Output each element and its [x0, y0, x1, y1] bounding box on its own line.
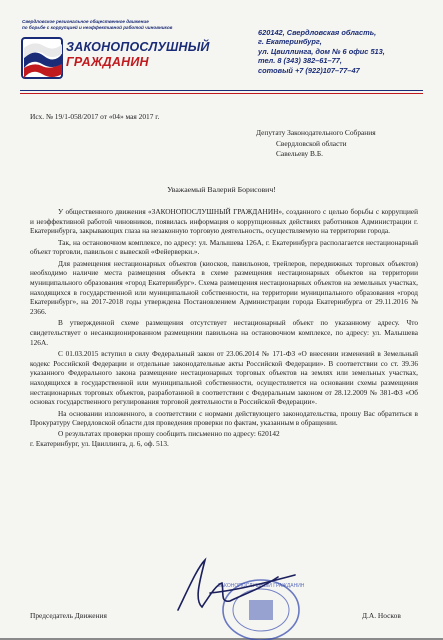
address-line: ул. Цвиллинга, дом № 6 офис 513,	[258, 46, 385, 56]
organization-description	[22, 19, 242, 31]
address-phone: тел. 8 (343) 382–61–77,	[258, 56, 342, 66]
logo-line-1: ЗАКОНОПОСЛУШНЫЙ	[66, 40, 210, 54]
header-divider-red	[20, 93, 423, 94]
signer-title: Председатель Движения	[30, 611, 107, 620]
reply-address: г. Екатеринбург, ул. Цвиллинга, д. 6, оф. 513.	[30, 439, 169, 449]
body-paragraph: В утвержденной схеме размещения отсутствует нестационарный объект по указанному адресу. Что свидетельствует о несанкционированном размещении павильона на остановочном комплексе, по адресу: ул. Малышева 126А.	[30, 318, 418, 347]
handwritten-signature	[150, 555, 300, 620]
body-paragraph: О результатах проверки прошу сообщить письменно по адресу: 620142	[58, 429, 280, 439]
logo-wordmark	[66, 40, 246, 70]
body-paragraph: У общественного движения «ЗАКОНОПОСЛУШНЫЙ ГРАЖДАНИН», созданного с целью борьбы с коррупцией и неэффективной работой чиновников, появилась информация о коррупционных действиях работников Администрации г. Екатеринбурга, закрывающих глаза на незаконную торговую деятельность, осуществляемую на территории города.	[30, 207, 418, 236]
stamp-text: ЗАКОНОПОСЛУШНЫЙ ГРАЖДАНИН	[218, 583, 304, 589]
address-line: г. Екатеринбург,	[258, 37, 322, 47]
outgoing-reference: Исх. № 19/1-058/2017 от «04» мая 2017 г.	[30, 112, 160, 121]
flag-logo-icon	[20, 36, 66, 82]
signer-name: Д.А. Носков	[362, 611, 401, 620]
addressee-line: Свердловской области	[276, 138, 347, 148]
address-line: 620142, Свердловская область,	[258, 28, 377, 37]
greeting: Уважаемый Валерий Борисович!	[167, 185, 276, 194]
logo-line-2: ГРАЖДАНИН	[66, 55, 149, 69]
letter-body	[30, 207, 418, 450]
addressee-line: Савельеву В.Б.	[276, 149, 323, 158]
addressee-block	[256, 128, 426, 160]
body-paragraph: Для размещения нестационарных объектов (киосков, павильонов, трейлеров, передвижных торговых объектов) необходимо наличие места размещения объекта в схеме размещения нестационарных объектов на территории муниципального образования «город Екатеринбург». Схема размещения нестационарных объектов на земельных участках, находящихся в государственной или муниципальной собственности, на территории муниципального образования «город Екатеринбург», на 2017-2018 годы утверждена Постановлением Администрации города Екатеринбурга от 29.11.2016 № 2366.	[30, 258, 418, 317]
org-line-2: по борьбе с коррупцией и неэффективной работой чиновников	[22, 25, 173, 30]
contact-address	[258, 28, 433, 75]
body-paragraph: На основании изложенного, в соответствии с нормами действующего законодательства, прошу Вас обратиться в Прокуратуру Свердловской области для проведения проверки по фактам, указанным в обращении.	[30, 408, 418, 428]
address-mobile: сотовый +7 (922)107–77–47	[258, 65, 360, 75]
addressee-line: Депутату Законодательного Собрания	[256, 128, 376, 137]
body-paragraph: С 01.03.2015 вступил в силу Федеральный закон от 23.06.2014 № 171-ФЗ «О внесении изменений в Земельный кодекс Российской Федерации и отдельные законодательные акты Российской Федерации». В соответствии со ст. 39.36 указанного Федерального закона размещение нестационарных торговых объектов на землях или земельных участках, находящихся в государственной или муниципальной собственности, осуществляется на основании схемы размещения нестационарных торговых объектов, разработанной в соответствии с Федеральным законом от 28.12.2009 № 381-ФЗ «Об основах государственного регулирования торговой деятельности в Российской Федерации».	[30, 348, 418, 407]
body-paragraph: Так, на остановочном комплексе, по адресу: ул. Малышева 126А, г. Екатеринбурга располагается нестационарный объект торговли, павильон с вывеской «Фейерверки.».	[30, 237, 418, 257]
header-divider-blue	[20, 90, 423, 91]
org-line-1: Свердловское региональное общественное движение	[22, 19, 149, 24]
